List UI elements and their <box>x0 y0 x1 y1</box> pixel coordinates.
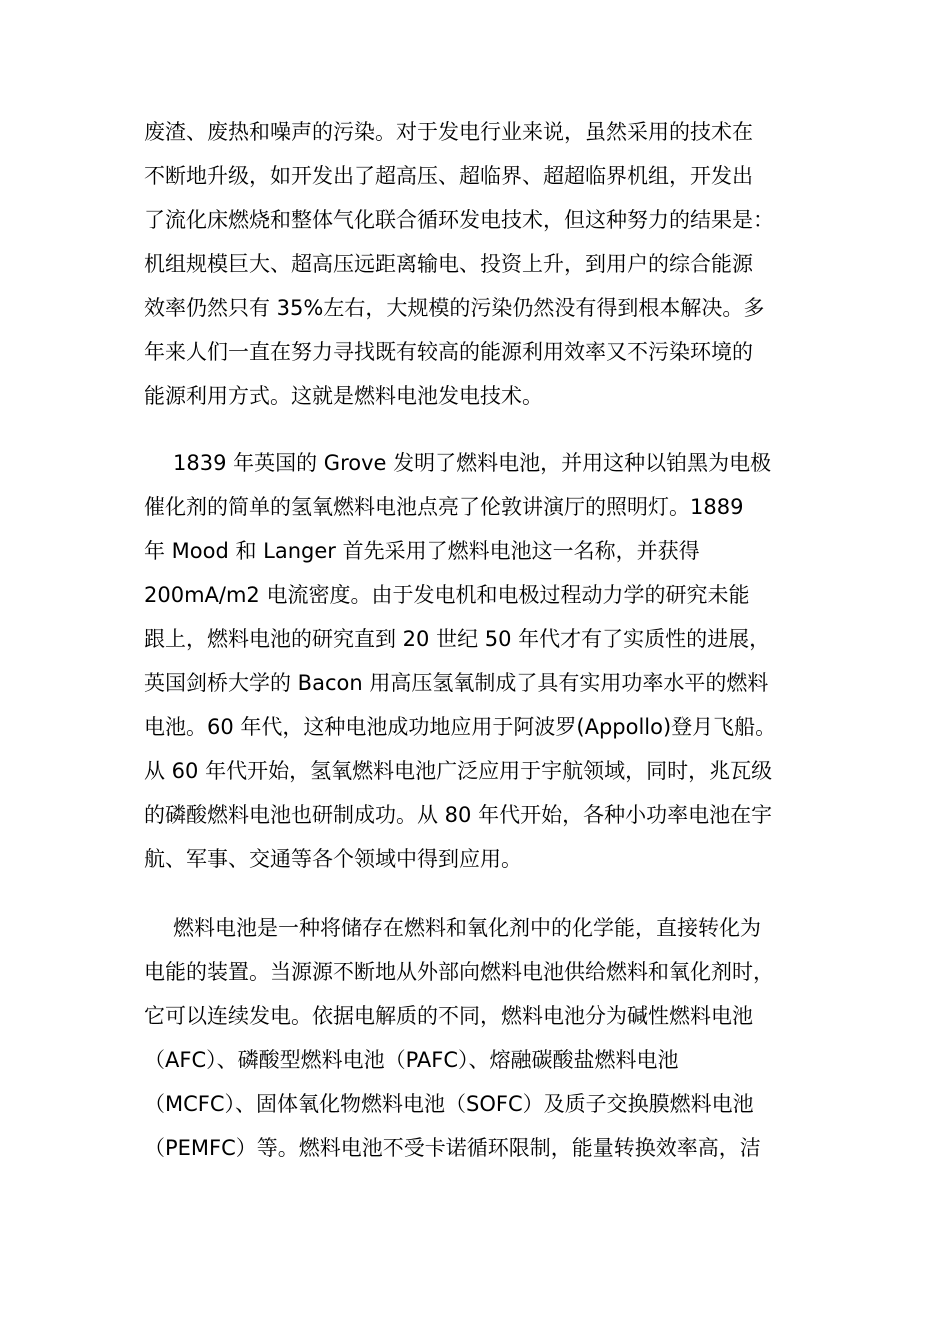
text-line: 效率仍然只有 35%左右，大规模的污染仍然没有得到根本解决。多 <box>144 296 765 320</box>
text-line: （AFC）、磷酸型燃料电池（PAFC）、熔融碳酸盐燃料电池 <box>144 1048 679 1072</box>
text-line: 电池。60 年代，这种电池成功地应用于阿波罗(Appollo)登月飞船。 <box>144 715 777 739</box>
text-line: 机组规模巨大、超高压远距离输电、投资上升，到用户的综合能源 <box>144 252 753 276</box>
text-line: 能源利用方式。这就是燃料电池发电技术。 <box>144 384 543 408</box>
paragraph-pollution <box>144 110 808 418</box>
text-line: 从 60 年代开始，氢氧燃料电池广泛应用于宇航领域，同时，兆瓦级 <box>144 759 773 783</box>
text-line: 200mA/m2 电流密度。由于发电机和电极过程动力学的研究未能 <box>144 583 750 607</box>
text-line: （MCFC）、固体氧化物燃料电池（SOFC）及质子交换膜燃料电池 <box>144 1092 754 1116</box>
text-line: 年来人们一直在努力寻找既有较高的能源利用效率又不污染环境的 <box>144 340 753 364</box>
text-line: 了流化床燃烧和整体气化联合循环发电技术，但这种努力的结果是： <box>144 208 774 232</box>
text-line: 年 Mood 和 Langer 首先采用了燃料电池这一名称，并获得 <box>144 539 700 563</box>
paragraph-definition <box>144 906 808 1170</box>
text-line: 的磷酸燃料电池也研制成功。从 80 年代开始，各种小功率电池在宇 <box>144 803 773 827</box>
text-line: 它可以连续发电。依据电解质的不同，燃料电池分为碱性燃料电池 <box>144 1004 753 1028</box>
text-line: 1839 年英国的 Grove 发明了燃料电池，并用这种以铂黑为电极 <box>173 451 772 475</box>
text-line: 英国剑桥大学的 Bacon 用高压氢氧制成了具有实用功率水平的燃料 <box>144 671 769 695</box>
text-line: 航、军事、交通等各个领域中得到应用。 <box>144 847 522 871</box>
text-line: 不断地升级，如开发出了超高压、超临界、超超临界机组，开发出 <box>144 164 753 188</box>
paragraph-history <box>144 441 808 881</box>
text-line: 废渣、废热和噪声的污染。对于发电行业来说，虽然采用的技术在 <box>144 120 753 144</box>
text-line: 电能的装置。当源源不断地从外部向燃料电池供给燃料和氧化剂时， <box>144 960 774 984</box>
text-line: 跟上，燃料电池的研究直到 20 世纪 50 年代才有了实质性的进展， <box>144 627 771 651</box>
text-line: （PEMFC）等。燃料电池不受卡诺循环限制，能量转换效率高，洁 <box>144 1136 761 1160</box>
text-line: 燃料电池是一种将储存在燃料和氧化剂中的化学能，直接转化为 <box>173 916 761 940</box>
text-line: 催化剂的简单的氢氧燃料电池点亮了伦敦讲演厅的照明灯。1889 <box>144 495 744 519</box>
